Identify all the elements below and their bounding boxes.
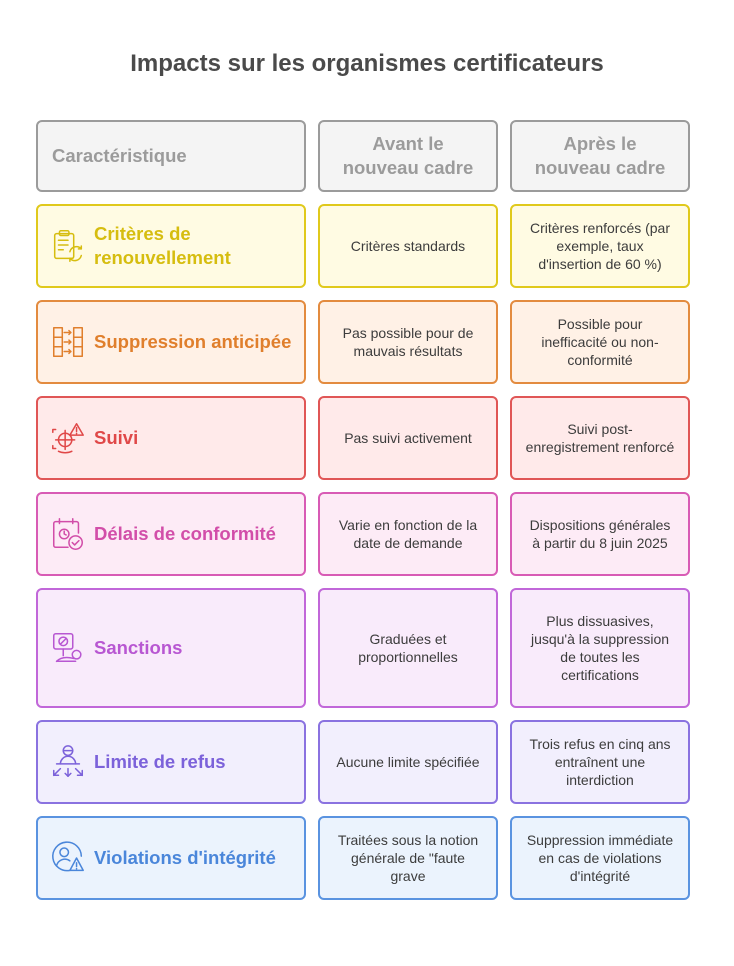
feature-label: Suivi xyxy=(94,427,139,448)
before-value: Aucune limite spécifiée xyxy=(318,720,498,804)
feature-label: Suppression anticipée xyxy=(94,331,292,352)
person-limits-icon xyxy=(48,742,88,782)
feature-monitoring xyxy=(36,396,306,480)
feature-compliance-deadlines xyxy=(36,492,306,576)
transfer-columns-icon xyxy=(48,322,88,362)
before-value: Traitées sous la notion générale de "faute grave xyxy=(318,816,498,900)
feature-sanctions xyxy=(36,588,306,708)
header-after: Après le nouveau cadre xyxy=(510,120,690,192)
after-value: Possible pour inefficacité ou non-conformité xyxy=(510,300,690,384)
monitoring-alert-icon xyxy=(48,418,88,458)
before-value: Pas suivi activement xyxy=(318,396,498,480)
feature-renewal-criteria xyxy=(36,204,306,288)
after-value: Critères renforcés (par exemple, taux d'insertion de 60 %) xyxy=(510,204,690,288)
feature-label: Limite de refus xyxy=(94,751,226,772)
after-value: Dispositions générales à partir du 8 juin 2025 xyxy=(510,492,690,576)
feature-label: Violations d'intégrité xyxy=(94,847,276,868)
person-warning-icon xyxy=(48,838,88,878)
before-value: Graduées et proportionnelles xyxy=(318,588,498,708)
after-value: Plus dissuasives, jusqu'à la suppression de toutes les certifications xyxy=(510,588,690,708)
feature-label: Critères de renouvellement xyxy=(94,223,231,268)
header-feature: Caractéristique xyxy=(36,120,306,192)
calendar-check-icon xyxy=(48,514,88,554)
before-value: Critères standards xyxy=(318,204,498,288)
header-before: Avant le nouveau cadre xyxy=(318,120,498,192)
after-value: Suppression immédiate en cas de violations d'intégrité xyxy=(510,816,690,900)
feature-refusal-limit xyxy=(36,720,306,804)
page-title: Impacts sur les organismes certificateurs xyxy=(130,50,604,77)
before-value: Varie en fonction de la date de demande xyxy=(318,492,498,576)
clipboard-refresh-icon xyxy=(48,226,88,266)
feature-early-removal xyxy=(36,300,306,384)
feature-integrity-violations xyxy=(36,816,306,900)
prohibited-sign-icon xyxy=(48,628,88,668)
after-value: Suivi post-enregistrement renforcé xyxy=(510,396,690,480)
after-value: Trois refus en cinq ans entraînent une interdiction xyxy=(510,720,690,804)
before-value: Pas possible pour de mauvais résultats xyxy=(318,300,498,384)
feature-label: Sanctions xyxy=(94,637,183,658)
feature-label: Délais de conformité xyxy=(94,523,276,544)
